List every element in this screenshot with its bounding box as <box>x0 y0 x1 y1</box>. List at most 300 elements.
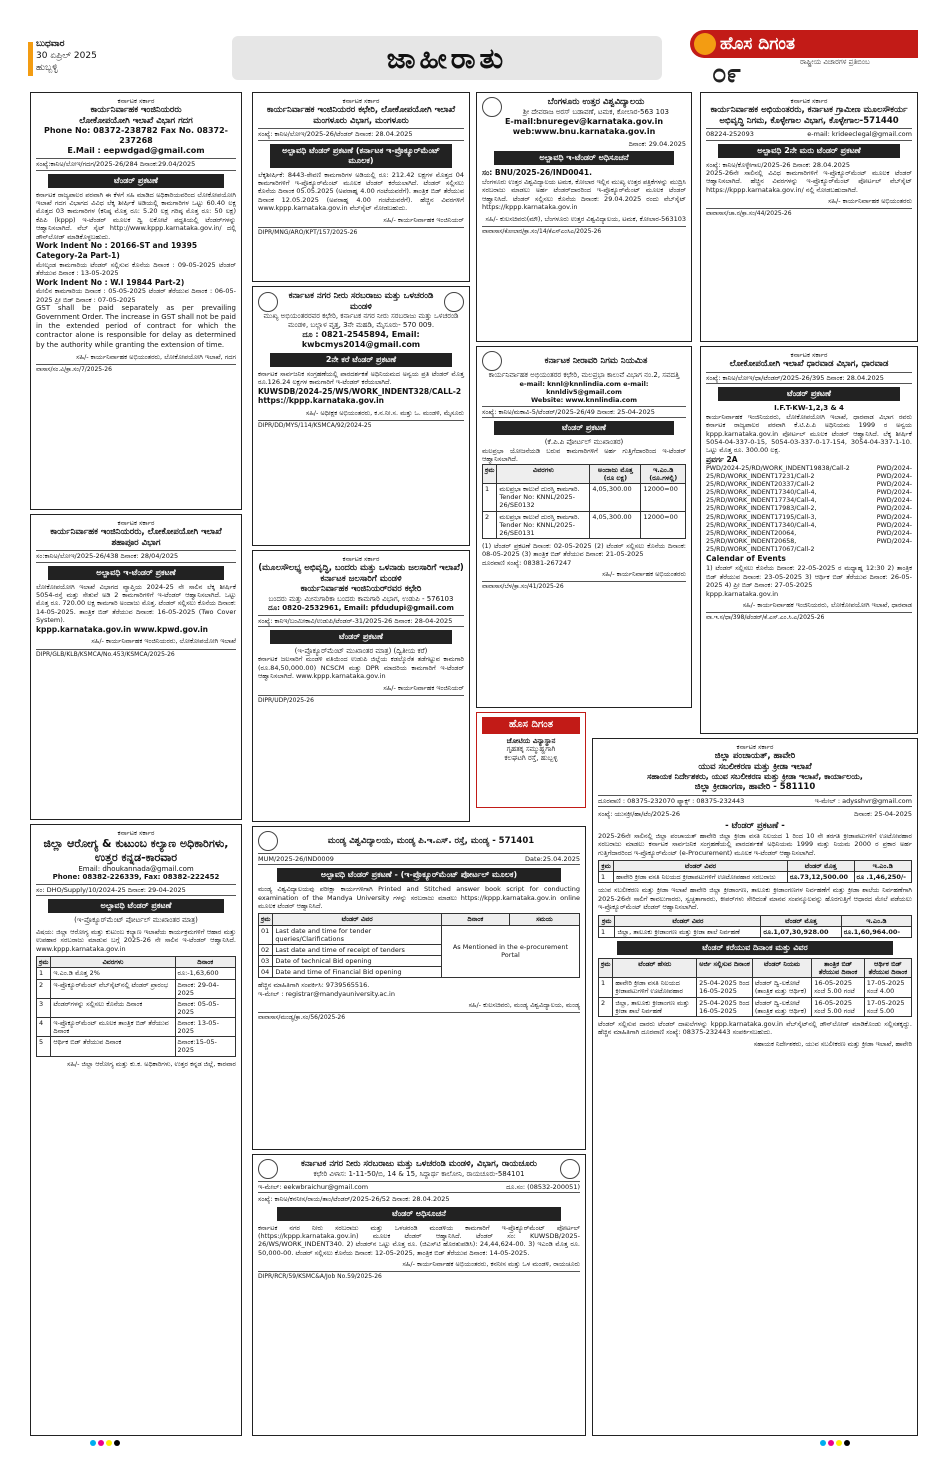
cyan-dot <box>90 1440 96 1446</box>
address: ಬಂದರು ಮತ್ತು ಮೀನುಗಾರಿಕಾ ಬಂದರು ಕಾಮಗಾರಿ ವಿಭಾಗ, ಉಡುಪಿ - 576103 <box>268 595 454 603</box>
tender-table <box>36 956 236 1056</box>
ad-body: ಬೆಂಗಳೂರು ಉತ್ತರ ವಿಶ್ವವಿದ್ಯಾಲಯ ಟಮಕ, ಕೋಲಾರ ಇಲ್ಲಿನ ಮುಖ್ಯ ಉತ್ತರ ಪತ್ರಿಕೆಗಳನ್ನು ಮುದ್ರಿಸಿ ಸರಬರಾಜು ಮಾಡಲು ಅರ್ಹ ಟೆಂಡರ್‌ದಾರರಿಂದ ಇ-ಪ್ರೊಕ್ಯೂರ್‌ಮೆಂಟ್ ಮೂಲಕ ಟೆಂಡರ್ ಆಹ್ವಾನಿಸಿದೆ. ಟೆಂಡರ್ ಸಲ್ಲಿಸಲು ಕೊನೆಯ ದಿನಾಂಕ: 29.04.2025 ರಂದು ವೆಬ್‌ಸೈಟ್ https://kppp.karnataka.gov.in <box>482 177 686 212</box>
tender-table-2 <box>598 915 912 938</box>
signature: ಸಹಿ/- ಕಾರ್ಯನಿರ್ವಾಹಕ ಇಂಜಿನಿಯರ್ <box>383 215 464 224</box>
cell: 03 <box>259 955 273 966</box>
ref-number: ಸಂ: BNU/2025-26/IND0041. <box>482 168 592 178</box>
cell: ಇ-ಪ್ರೊಕ್ಯೂರ್‌ಮೆಂಟ್ ವೆಬ್‌ಸೈಟ್‌ನಲ್ಲಿ ಟೆಂಡರ್ ಪ್ರಾರಂಭ <box>51 979 175 998</box>
signature: ಸಹಿ/- ಕಾರ್ಯನಿರ್ವಾಹಕ ಅಭಿಯಂತರರು, ಕನನೀಸ ಮತ್ತು ಒಳ ಮಂಡಳಿ, ರಾಯಚೂರು <box>402 1260 580 1269</box>
ref-number: ಸಂಖ್ಯೆ: ಕಾನಿಅ/ಕನನೀಸ/ರಾಯ/ತಾಂ/ಟೆಂಡರ್/2025-26/52 ದಿನಾಂಕ: 28.04.2025 <box>258 1195 450 1204</box>
ref-line <box>482 406 686 418</box>
col-header: ಟೆಂಡರ್ ವಿವರ <box>615 915 761 926</box>
ad-body: 2025-26ನೇ ಸಾಲಿನಲ್ಲಿ ಜಿಲ್ಲಾ ಪಂಚಾಯತ್ ಹಾವೇರಿ ಜಿಲ್ಲಾ ಕ್ರೀಡಾ ವಸತಿ ನಿಲಯದ 1 ರಿಂದ 10 ನೇ ತರಗತಿ ಕ್ರೀಡಾಪಟುಗಳಿಗೆ ಊಟೋಪಹಾರ ಸರಬರಾಜು ಮಾಡಲು ಕರ್ನಾಟಕ ಸಾರ್ವಜನಿಕ ಸಂಗ್ರಹಣೆಯಲ್ಲಿ ಪಾರದರ್ಶಕತೆ ಅಧಿನಿಯಮ 1999 ಮತ್ತು ನಿಯಮ 2000 ರ ಪ್ರಕಾರ ಅರ್ಹ ಗುತ್ತಿಗೆದಾರರಿಂದ ಇ-ಪ್ರೊಕ್ಯೂರ್‌ಮೆಂಟ್ (e-Procurement) ಮೂಲಕ ಇ-ಟೆಂಡರ್ ಆಹ್ವಾನಿಸಲಾಗಿದೆ. <box>598 831 912 857</box>
col-header: ದಿನಾಂಕ <box>175 957 235 968</box>
footer-ref: DIPR/GLB/KLB/KSMCA/No.453/KSMCA/2025-26 <box>36 649 236 659</box>
ad-body: ಕರ್ನಾಟಕ ಜಲಸಾರಿಗೆ ಮಂಡಳಿ ವತಿಯಿಂದ ಉಡುಪಿ ಜಿಲ್ಲೆಯ ಕಡಲ್ಕೊರೆತ ತಡೆಗಟ್ಟುವ ಕಾಮಗಾರಿ (ರೂ.84,50,000.00) NCSCM ಮತ್ತು DPR ಮಾದರಿಯ ಕಾಮಗಾರಿಗೆ ಇ-ಟೆಂಡರ್ ಆಹ್ವಾನಿಸಲಾಗಿದೆ. www.kppp.karnataka.gov.in <box>258 655 464 681</box>
cell: 25-04-2025 ರಿಂದ 16-05-2025 <box>697 978 753 997</box>
cell: ರೂ .1,46,250/- <box>854 872 912 883</box>
address: ಮುಖ್ಯ ಅಭಿಯಂತರರವರ ಕಛೇರಿ, ಕರ್ನಾಟಕ ನಗರ ನೀರು ಸರಬರಾಜು ಮತ್ತು ಒಳಚರಂಡಿ ಮಂಡಳಿ, ಬಲ್ಲಾಳ ವೃತ್ತ, 3ನೇ ಮಹಡಿ, ಮೈಸೂರು- 570 009. <box>263 312 459 329</box>
col-header: ಟೆಂಡರ್ ಮೊತ್ತ <box>761 915 841 926</box>
cell: ಜಿಲ್ಲಾ, ತಾಲೂಕು ಕ್ರೀಡಾಂಗಣ ಮತ್ತು ಕ್ರೀಡಾ ಶಾಲೆ ನಿರ್ವಹಣೆ <box>613 997 697 1016</box>
office-name-2: ಯುವ ಸಬಲೀಕರಣ ಮತ್ತು ಕ್ರೀಡಾ ಇಲಾಖೆ <box>698 761 812 772</box>
issue-date: 30 ಏಪ್ರಿಲ್ 2025 <box>36 51 97 62</box>
ad-yes-haveri <box>592 738 918 1436</box>
signature: ಸಹಿ/- ಕಾರ್ಯನಿರ್ವಾಹಕ ಅಭಿಯಂತರರು, ಲೋಕೋಪಯೋಗಿ ಇಲಾಖೆ, ಗದಗ <box>76 352 236 361</box>
ad-title: ಅಲ್ಪಾವಧಿ 2ನೇ ಮರು ಟೆಂಡರ್ ಪ್ರಕಟಣೆ <box>718 144 899 158</box>
ad-title: 2ನೇ ಕರೆ ಟೆಂಡರ್ ಪ್ರಕಟಣೆ <box>270 353 451 367</box>
tender-table <box>258 913 580 978</box>
cell: 16-05-2025 ಸಂಜೆ 5.00 ಗಂಟೆ <box>812 997 865 1016</box>
signature: ಸಹಿ/- ಕಾರ್ಯನಿರ್ವಾಹಕ ಇಂಜಿನಿಯರ್ <box>383 683 464 692</box>
office-name: ಕಾರ್ಯನಿರ್ವಾಹಕ ಇಂಜಿನಿಯರರು, ಲೋಕೋಪಯೋಗಿ ಇಲಾಖೆ ಶಹಾಪೂರ ವಿಭಾಗ <box>50 527 222 548</box>
cell: ಇ.ಎಂ.ಡಿ ಮೊತ್ತ 2% <box>51 968 175 979</box>
contact-line <box>258 1181 580 1193</box>
ad-title: ಅಲ್ಪಾವಧಿ ಟೆಂಡರ್ ಪ್ರಕಟಣೆ (ಕರ್ನಾಟಕ ಇ-ಪ್ರೊಕ್ಯೂರ್‌ಮೆಂಟ್ ಮೂಲಕ) <box>270 144 451 168</box>
cell: ರೂ.1,60,964.00- <box>841 926 911 937</box>
table-header <box>37 957 236 968</box>
ad-title: ಟೆಂಡರ್ ಪ್ರಕಟಣೆ <box>494 421 674 435</box>
cell: 1 <box>483 484 497 511</box>
accent-bar <box>28 42 33 76</box>
ad-kuwsdb-raichur <box>252 1154 586 1436</box>
phone-number: ದೂ.ಸಂ: (08532-200051) <box>506 1183 580 1191</box>
web-line: Website: www.knnlindia.com <box>530 396 638 404</box>
section-banner <box>232 36 662 80</box>
ad-maritime-udupi <box>252 550 470 822</box>
table-row <box>599 872 912 883</box>
table-header <box>599 915 912 926</box>
line-3: ಕಲಘಟಗಿ ರಸ್ತೆ, ಹುಬ್ಬಳ್ಳಿ <box>504 754 558 762</box>
table-row <box>37 998 236 1017</box>
gov-label: ಕರ್ನಾಟಕ ಸರ್ಕಾರ <box>117 519 155 527</box>
cell: 3 <box>37 998 51 1017</box>
black-dot <box>844 1440 850 1446</box>
col-header: ಕ್ರಮ <box>599 915 615 926</box>
signature: ಸಹಿ/- ಜಿಲ್ಲಾ ಆರೋಗ್ಯ ಮತ್ತು ಕು.ಕ. ಅಧಿಕಾರಿಗಳು, ಉತ್ತರ ಕನ್ನಡ ಜಿಲ್ಲೆ, ಕಾರವಾರ <box>67 1059 236 1068</box>
ref-line <box>706 372 912 384</box>
ad-title: ಟೆಂಡರ್ ಪ್ರಕಟಣೆ <box>270 630 451 644</box>
footer-ref: DIPR/MNG/ARO/KPT/157/2025-26 <box>258 227 464 237</box>
office-name: ಕಾರ್ಯನಿರ್ವಾಹಕ ಅಭಿಯಂತರರು, ಕರ್ನಾಟಕ ಗ್ರಾಮೀಣ ಮೂಲಸೌಕರ್ಯ ಅಭಿವೃದ್ಧಿ ನಿಗಮ, ಕೊಳ್ಳೇಗಾಲ ವಿಭಾಗ, ಕೊಳ್ಳೇಗಾಲ-571440 <box>710 105 908 126</box>
table-row <box>37 968 236 979</box>
mini-logo: ಹೊಸ ದಿಗಂತ <box>482 717 580 734</box>
phone-line: ದೂರವಾಣಿ ಸಂಖ್ಯೆ: 08381-267247 <box>482 558 572 567</box>
ad-date: Date:25.04.2025 <box>525 855 580 863</box>
table-header <box>259 914 580 925</box>
cell: Date of technical Bid opening <box>273 955 442 966</box>
work-indent-2: Work Indent No : W.I 19844 Part-2) <box>36 277 185 287</box>
col-header: ಕ್ರಮ <box>259 914 273 925</box>
yellow-dot <box>106 1440 112 1446</box>
cell: 17-05-2025 ಸಂಜೆ 4.00 <box>864 978 911 997</box>
signature: ಸಹಿ/- ಕಾರ್ಯನಿರ್ವಾಹಕ ಇಂಜಿನಿಯರರು, ಲೋಕೋಪಯೋಗಿ ಇಲಾಖೆ, ಧಾರವಾಡ <box>742 600 912 609</box>
gov-label: ಕರ್ನಾಟಕ ಸರ್ಕಾರ <box>342 555 380 563</box>
office-name: ಬೆಂಗಳೂರು ಉತ್ತರ ವಿಶ್ವವಿದ್ಯಾಲಯ <box>547 97 645 108</box>
footer-ref: DIPR/UDP/2025-26 <box>258 695 464 705</box>
ref-number: ಸಂಖ್ಯೆ: ಯುಸಕ್ರೀ/ಹಾ/ಟೆಂ/2025-26 <box>598 810 681 819</box>
contact-line: ಹೆಚ್ಚಿನ ಮಾಹಿತಿಗಾಗಿ ಸಂಪರ್ಕಿಸಿ: 9739565516. <box>258 981 370 990</box>
ad-title: ಅಲ್ಪಾವಧಿ ಟೆಂಡರ್ ಪ್ರಕಟಣೆ <box>48 899 224 913</box>
gst-note: GST shall be paid separately as per prevailing Government Order. The increase in GST shall not be paid in the extended period of contract for which the contractor alone is responsible for delay as determined by the authority while granting the extension of time. <box>36 304 236 349</box>
table-row <box>483 511 686 538</box>
office-division: ಲೋಕೋಪಯೋಗಿ ಇಲಾಖೆ ವಿಭಾಗ ಗದಗ <box>79 115 193 126</box>
col-header: ಕ್ರಮ <box>37 957 51 968</box>
email-line: E.Mail : eepwdgad@gmail.com <box>67 146 205 156</box>
col-header: ಕ್ರಮ <box>599 861 614 872</box>
footer-ref: ವಾವಾಸಾಸ/ಬೆಳ/ಕ್ರಾ.ಸಂ/41/2025-26 <box>482 581 686 591</box>
category: ಪ್ರವರ್ಗ 2A <box>706 454 738 464</box>
table-header <box>599 959 912 978</box>
ad-hosa-digantha-classified <box>476 712 586 808</box>
col-header: ಟೆಂಡರ್ ಮೊತ್ತ <box>787 861 854 872</box>
masthead <box>0 0 945 90</box>
ad-subtitle: I.F.T-KW-1,2,3 & 4 <box>774 403 844 412</box>
office-name: ಕಾರ್ಯನಿರ್ವಾಹಕ ಇಂಜಿನಿಯರರು <box>90 105 182 116</box>
ad-subtitle: (ಇ-ಪ್ರೊಕ್ಯೂರ್‌ಮೆಂಟ್ ಪೋರ್ಟಲ್ ಮುಖಾಂತರ ಮಾತ್ರ) <box>74 916 198 925</box>
line-2: ಗೃಹತಕ್ಕ ಸಮ್ಮುಹ್ಹಗಾಗಿ <box>506 745 556 754</box>
ref-line <box>258 615 464 627</box>
ad-title: ಟೆಂಡರ್ ಅಧಿಸೂಚನೆ <box>277 1207 560 1221</box>
ad-mandya-university <box>252 826 586 1150</box>
col-header: ವಿವರಗಳು <box>51 957 175 968</box>
ad-date: ದಿನಾಂಕ: 29.04.2025 <box>628 140 686 148</box>
work-indent: KUWSDB/2024-25/WS/WORK_INDENT328/CALL-2 <box>258 386 462 396</box>
ad-body: ವಿಷಯ: ಜಿಲ್ಲಾ ಆರೋಗ್ಯ ಮತ್ತು ಕುಟುಂಬ ಕಲ್ಯಾಣ ಇಲಾಖೆಯ ಕಾರ್ಯಕ್ರಮಗಳಿಗೆ ಆಹಾರ ಮತ್ತು ಉಪಹಾರ ಸರಬರಾಜು ಮಾಡುವ ಬಗ್ಗೆ 2025-26 ನೇ ಸಾಲಿನ ಇ-ಟೆಂಡರ್ ಆಹ್ವಾನಿಸಿದೆ. www.kppp.karnataka.gov.in <box>36 928 236 953</box>
signature: ಸಹಿ/- ಕುಲಸಚಿವರು, ಮಂಡ್ಯ ವಿಶ್ವವಿದ್ಯಾಲಯ, ಮಂಡ್ಯ <box>468 1001 580 1010</box>
address: ಕಾರ್ಯನಿರ್ವಾಹಕ ಅಭಿಯಂತರರ ಕಛೇರಿ, ಮಲಪ್ರಭಾ ಕಾಲುವೆ ವಿಭಾಗ ನಂ.2, ಸವದತ್ತಿ <box>488 371 680 379</box>
col-header: ಟೆಂಡರ್ ಹೆಸರು <box>613 959 697 978</box>
gov-label: ಕರ್ನಾಟಕ ಸರ್ಕಾರ <box>117 829 155 837</box>
col-header: ಅಂದಾಜು ಮೊತ್ತ (ರೂ ಲಕ್ಷ) <box>590 464 641 483</box>
email-line: Email: dhoukannada@gmail.com <box>78 864 194 873</box>
footer-ref: ವಾವಾಸಾಸ/ಕೋಲಾರ/ಕ್ರಾ.ಸಂ/14/ಕೆಎಸ್‌ಎಂಸಿಎ/2025-26 <box>482 226 686 236</box>
cell-merged: As Mentioned in the e-procurement Portal <box>441 925 579 978</box>
footer-ref: ವಾವಾಸಾಸ/ಚಾ.ನ/ಕ್ರಾ.ಸಂ/44/2025-26 <box>706 208 912 218</box>
knnl-logo-icon <box>482 351 502 371</box>
ad-body: ಮಲಪ್ರಭಾ ಯೋಜನೆಯಡಿ ಬರುವ ಕಾಮಗಾರಿಗಳಿಗೆ ಅರ್ಹ ಗುತ್ತಿಗೆದಾರರಿಂದ ಇ-ಟೆಂಡರ್ ಆಹ್ವಾನಿಸಲಾಗಿದೆ. <box>482 447 686 464</box>
tender-table <box>482 464 686 539</box>
ad-pwd-shahapur <box>30 514 242 820</box>
header-text <box>506 97 686 116</box>
cell: 12000=00 <box>641 511 686 538</box>
university-seal-icon <box>482 97 502 117</box>
cell: 17-05-2025 ಸಂಜೆ 5.00 <box>864 997 911 1016</box>
col-header: ಇ.ಎಂ.ಡಿ <box>841 915 911 926</box>
cell: ಟೆಂಡರ್ ದ್ವಿ-ಲಕೋಟೆ (ತಾಂತ್ರಿಕ ಮತ್ತು ಆರ್ಥಿಕ) <box>752 997 811 1016</box>
signature: ಸಹಿ/- ಕುಲಸಚಿವರು(ಮೌ), ಬೆಂಗಳೂರು ಉತ್ತರ ವಿಶ್ವವಿದ್ಯಾಲಯ, ಟಮಕ, ಕೋಲಾರ-563103 <box>485 214 686 223</box>
cell: Last date and time of receipt of tenders <box>273 944 442 955</box>
university-seal-icon <box>258 831 278 851</box>
ad-header <box>482 97 686 117</box>
ad-body: ಲೆಕ್ಕಶೀರ್ಷಿಕೆ: 8443-ಠೇವಣಿ ಕಾಮಗಾರಿಗಳ ಅಡಿಯಲ್ಲಿ ರೂ: 212.42 ಲಕ್ಷಗಳ ಮೊತ್ತದ 04 ಕಾಮಗಾರಿಗಳಿಗೆ ಇ-ಪ್ರೊಕ್ಯೂರ್‌ಮೆಂಟ್ ಮೂಲಕ ಟೆಂಡರ್ ಕರೆಯಲಾಗಿದೆ. ಟೆಂಡರ್ ಸಲ್ಲಿಸಲು ಕೊನೆಯ ದಿನಾಂಕ 05.05.2025 (ಅಪರಾಹ್ನ 4.00 ಗಂಟೆಯವರೆಗೆ). ತಾಂತ್ರಿಕ ಬಿಡ್ ತೆರೆಯುವ ದಿನಾಂಕ 12.05.2025 (ಅಪರಾಹ್ನ 4.00 ಗಂಟೆಯವರೆಗೆ). ಹೆಚ್ಚಿನ ವಿವರಗಳಿಗೆ www.kppp.karnataka.gov.in ವೆಬ್‌ಸೈಟ್ ನೋಡಬಹುದು. <box>258 170 464 213</box>
address: ಕಛೇರಿ ವಿಳಾಸ: 1-11-50/ಬಿ, 14 & 15, ಸಿದ್ದಾರ್ಥ ಕಾಲೋನಿ, ರಾಯಚೂರು-584101 <box>313 1169 525 1178</box>
gov-label: ಕರ್ನಾಟಕ ಸರ್ಕಾರ <box>790 351 828 359</box>
col-header: ಟೆಂಡರ್ ನಿಯಮ <box>752 959 811 978</box>
logo-sun-icon <box>694 33 716 55</box>
gov-label: ಕರ್ನಾಟಕ ಸರ್ಕಾರ <box>117 97 155 105</box>
signature: ಸಹಿ/- ಅಧೀಕ್ಷಕ ಅಭಿಯಂತರರು, ಕ.ನ.ನೀ.ಸ. ಮತ್ತು ಒ. ಮಂಡಳಿ, ಮೈಸೂರು <box>305 409 464 418</box>
ad-body-3: ಟೆಂಡರ್ ಸಲ್ಲಿಸುವ ದಾರರು ಟೆಂಡರ್ ದಾಖಲೆಗಳನ್ನು kppp.karnataka.gov.in ವೆಬ್‌ಸೈಟ್‌ನಲ್ಲಿ ಡೌನ್‌ಲೋಡ್ ಮಾಡಿಕೊಂಡು ಸಲ್ಲಿಸತಕ್ಕದ್ದು. ಹೆಚ್ಚಿನ ಮಾಹಿತಿಗಾಗಿ ದೂರವಾಣಿ ಸಂಖ್ಯೆ: 08375-232443 ಸಂಪರ್ಕಿಸಬಹುದು. <box>598 1019 912 1037</box>
address: ಜಿಲ್ಲಾ ಕ್ರೀಡಾಂಗಣ, ಹಾವೇರಿ - 581110 <box>694 782 816 793</box>
col-header: ವಿವರಗಳು <box>497 464 590 483</box>
portal-url: kppp.karnataka.gov.in www.kpwd.gov.in <box>36 624 209 634</box>
contact-line <box>706 128 912 140</box>
cell: 2 <box>599 997 613 1016</box>
ad-pwd-mangaluru <box>252 92 470 282</box>
paper-name: ಹೊಸ ದಿಗಂತ <box>690 30 918 58</box>
ad-body-3: ಮೇಲಿನ ಕಾಮಗಾರಿಯ ದಿನಾಂಕ : 05-05-2025 ಟೆಂಡರ್ ತೆರೆಯುವ ದಿನಾಂಕ : 06-05-2025 ಪ್ರೀ ಬಿಡ್ ದಿನಾಂಕ : 07-05-2025 <box>36 287 236 304</box>
email-address: ಇ-ಮೇಲ್ : adysshvr@gmail.com <box>814 797 912 805</box>
col-header: ಆರ್ಥಿಕ ಬಿಡ್ ತೆರೆಯುವ ದಿನಾಂಕ <box>864 959 911 978</box>
calendar-dates: (1) ಟೆಂಡರ್ ಪ್ರಕಟಣೆ ದಿನಾಂಕ: 02-05-2025 (2) ಟೆಂಡರ್ ಸಲ್ಲಿಸಲು ಕೊನೆಯ ದಿನಾಂಕ: 08-05-2025 (3) ತಾಂತ್ರಿಕ ಬಿಡ್ ತೆರೆಯುವ ದಿನಾಂಕ: 21-05-2025 <box>482 541 686 559</box>
cell: 2 <box>483 511 497 538</box>
registration-marks-left <box>90 1440 120 1446</box>
col-header: ಇ.ಎಂ.ಡಿ (ರೂ.ಗಳಲ್ಲಿ) <box>641 464 686 483</box>
board-logo-icon <box>444 292 464 312</box>
ad-bnu <box>476 92 692 342</box>
ref-number: ಸಂ:ಕಾನಿಅ/ಲೋಇ/2025-26/438 ದಿನಾಂಕ: 28/04/2025 <box>36 552 179 561</box>
weekday: ಬುಧವಾರ <box>36 39 65 49</box>
footer-ref: ವಾ.ಇ.ಸ/ಧಾ/398/ಟೆಂಡರ್/ಕೆ.ಎಸ್.ಎಂ.ಸಿ.ಎ/2025-26 <box>706 612 912 622</box>
col-header: ಅರ್ಜಿ ಸಲ್ಲಿಸುವ ದಿನಾಂಕ <box>697 959 753 978</box>
ad-header <box>258 831 580 851</box>
ref-line <box>258 853 580 865</box>
ref-number: ಸಂಖ್ಯೆ:ಕಾನಿಅ/ಲೋಇ/ಗದಗ/2025-26/284 ದಿನಾಂಕ:29.04/2025 <box>36 160 196 169</box>
emblem-icon <box>258 292 278 312</box>
email-address: e-mail: krideeclegal@gmail.com <box>807 130 912 139</box>
table-row <box>599 997 912 1016</box>
calendar-events: 1) ಟೆಂಡರ್ ಸಲ್ಲಿಸಲು ಕೊನೆಯ ದಿನಾಂಕ: 22-05-2025 ರ ಮಧ್ಯಾಹ್ನ 12:30 2) ತಾಂತ್ರಿಕ ಬಿಡ್ ತೆರೆಯುವ ದಿನಾಂಕ: 23-05-2025 3) ಆರ್ಥಿಕ ಬಿಡ್ ತೆರೆಯುವ ದಿನಾಂಕ: 26-05-2025 4) ಪ್ರೀ ಬಿಡ್ ದಿನಾಂಕ: 27-05-2025 <box>706 564 912 590</box>
cell: ಜಿಲ್ಲಾ, ತಾಲೂಕು ಕ್ರೀಡಾಂಗಣ ಮತ್ತು ಕ್ರೀಡಾ ಶಾಲೆ ನಿರ್ವಹಣೆ <box>615 926 761 937</box>
ad-title: ಅಲ್ಪಾವಧಿ ಇ-ಟೆಂಡರ್ ಪ್ರಕಟಣೆ <box>48 566 224 580</box>
board-logo-icon <box>560 1159 580 1179</box>
signature: ಸಹಾಯಕ ನಿರ್ದೇಶಕರು, ಯುವ ಸಬಲೀಕರಣ ಮತ್ತು ಕ್ರೀಡಾ ಇಲಾಖೆ, ಹಾವೇರಿ <box>753 1039 912 1048</box>
ref-number: ಸಂಖ್ಯೆ: ಕಾನಿಅ/ಲೋಇ/2025-26/ಟೆಂಡರ್ ದಿನಾಂಕ: 28.04.2025 <box>258 130 413 139</box>
ad-title: ಟೆಂಡರ್ ಪ್ರಕಟಣೆ <box>48 174 224 188</box>
cell: 12000=00 <box>641 484 686 511</box>
table-row <box>37 1018 236 1037</box>
ad-title: - ಟೆಂಡರ್ ಪ್ರಕಟಣೆ - <box>725 821 785 832</box>
ref-line <box>598 809 912 819</box>
address: ಶ್ರೀ ದೇವರಾಜ ಅರಸ್ ಬಡಾವಣೆ, ಟಮಕ, ಕೋಲಾರ-563 103 <box>523 107 669 116</box>
ref-number: ಸಂಖ್ಯೆ: ಕಾನಿಇ/ಬಂಮೀಕಾವಿ/ಉಡುಪಿ/ಟೆಂಡರ್-31/2025-26 ದಿನಾಂಕ: 28-04-2025 <box>258 616 453 625</box>
ad-body: 2025-26ನೇ ಸಾಲಿನಲ್ಲಿ ವಿವಿಧ ಕಾಮಗಾರಿಗಳಿಗೆ ಇ-ಪ್ರೊಕ್ಯೂರ್‌ಮೆಂಟ್ ಮೂಲಕ ಟೆಂಡರ್ ಆಹ್ವಾನಿಸಲಾಗಿದೆ. ಹೆಚ್ಚಿನ ವಿವರಗಳನ್ನು ಇ-ಪ್ರೊಕ್ಯೂರ್‌ಮೆಂಟ್ ಪೋರ್ಟಲ್ ವೆಬ್‌ಸೈಟ್ https://kppp.karnataka.gov.in/ ನಲ್ಲಿ ನೋಡಬಹುದಾಗಿದೆ. <box>706 168 912 194</box>
phone-number: ದೂರವಾಣಿ : 08375-232070 ಫ್ಯಾಕ್ಸ್ : 08375-232443 <box>598 797 745 805</box>
cell: ರೂ.73,12,500.00 <box>787 872 854 883</box>
email-line: E-mail:bnuregev@karnataka.gov.in <box>504 117 664 126</box>
cell: ಮಲಪ್ರಭಾ ಕಾಲುವೆ ದುರಸ್ತಿ ಕಾಮಗಾರಿ. Tender No: KNNL/2025-26/SE0132 <box>497 484 590 511</box>
office-name: ಕರ್ನಾಟಕ ನೀರಾವರಿ ನಿಗಮ ನಿಯಮಿತ <box>544 355 648 366</box>
cell: 16-05-2025 ಸಂಜೆ 5.00 ಗಂಟೆ <box>812 978 865 997</box>
ref-number: ಸಂಖ್ಯೆ: ಕಾನಿಅ/ಲೋಇ/ಧಾ/ಟೆಂಡರ್/2025-26/395 ದಿನಾಂಕ: 28.04.2025 <box>706 373 884 382</box>
phone-email: ದೂ : 0821-2545894, Email: kwbcmys2014@gmail.com <box>301 329 421 349</box>
office-name: ಕಾರ್ಯನಿರ್ವಾಹಕ ಇಂಜಿನಿಯರರ ಕಛೇರಿ, ಲೋಕೋಪಯೋಗಿ ಇಲಾಖೆ ಮಂಗಳೂರು ವಿಭಾಗ, ಮಂಗಳೂರು <box>266 105 456 126</box>
magenta-dot <box>828 1440 834 1446</box>
ad-knnl <box>476 346 692 708</box>
cell: 01 <box>259 925 273 944</box>
work-indent-1: Work Indent No : 20166-ST and 19395 Category-2a Part-1) <box>36 241 198 260</box>
ad-pwd-dharwad <box>700 346 918 734</box>
ad-kride-kollegal <box>700 92 918 342</box>
phone-line: Phone: 08382-226339, Fax: 08382-222452 <box>52 873 220 882</box>
date-box <box>36 38 186 74</box>
ad-header <box>258 1159 580 1179</box>
ad-body: ಕರ್ನಾಟಕ ಸಾರ್ವಜನಿಕ ಸಂಗ್ರಹಣೆಯಲ್ಲಿ ಪಾರದರ್ಶಕತೆ ಅಧಿನಿಯಮದ ಅನ್ವಯ ಪ್ರತಿ ಟೆಂಡರ್ ಮೊತ್ತ ರೂ.126.24 ಲಕ್ಷಗಳ ಕಾಮಗಾರಿಗೆ ಇ-ಟೆಂಡರ್ ಕರೆಯಲಾಗಿದೆ. <box>258 369 464 387</box>
ad-title: ಅಲ್ಪಾವಧಿ ಇ-ಟೆಂಡರ್ ಅಧಿಸೂಚನೆ <box>494 151 674 165</box>
ad-subtitle: (ಇ-ಪ್ರೊಕ್ಯೂರ್‌ಮೆಂಟ್ ಮುಖಾಂತರ ಮಾತ್ರ) (ದ್ವಿತೀಯ ಕರೆ) <box>294 646 428 655</box>
cell: 1 <box>37 968 51 979</box>
ref-line <box>258 128 464 140</box>
cell: ದಿನಾಂಕ:15-05-2025 <box>175 1037 235 1056</box>
phone-number: 08224-252093 <box>706 130 754 139</box>
cell: ಹಾವೇರಿ ಕ್ರೀಡಾ ವಸತಿ ನಿಲಯದ ಕ್ರೀಡಾಪಟುಗಳಿಗೆ ಊಟೋಪಹಾರ ಸರಬರಾಜು <box>614 872 788 883</box>
signature: ಸಹಿ/- ಕಾರ್ಯನಿರ್ವಾಹಕ ಅಭಿಯಂತರರು <box>602 570 686 579</box>
col-header: ತಾಂತ್ರಿಕ ಬಿಡ್ ತೆರೆಯುವ ದಿನಾಂಕ <box>812 959 865 978</box>
table-row <box>599 926 912 937</box>
ad-date: ದಿನಾಂಕ: 25-04-2025 <box>854 810 912 819</box>
ref-number: MUM/2025-26/IND0009 <box>258 855 334 863</box>
cell: 5 <box>37 1037 51 1056</box>
signature: ಸಹಿ/- ಕಾರ್ಯನಿರ್ವಾಹಕ ಅಭಿಯಂತರರು <box>828 197 912 206</box>
section-title: ಜಾಹೀರಾತು <box>386 41 508 75</box>
cell: 4,05,300.00 <box>590 484 641 511</box>
table-header <box>483 464 686 483</box>
cell: ದಿನಾಂಕ: 05-05-2025 <box>175 998 235 1017</box>
table-row <box>37 979 236 998</box>
ad-dho-karwar <box>30 824 242 1436</box>
cell: 1 <box>599 978 613 997</box>
ad-body: ಲೋಕೋಪಯೋಗಿ ಇಲಾಖೆ ವಿಭಾಗದ ವ್ಯಾಪ್ತಿಯ 2024-25 ನೇ ಸಾಲಿನ ಲೆಕ್ಕ ಶೀರ್ಷಿಕೆ 5054-ರಸ್ತೆ ಮತ್ತು ಸೇತುವೆ ಅಡಿ 2 ಕಾಮಗಾರಿಗಳಿಗೆ ಇ-ಟೆಂಡರ್ ಆಹ್ವಾನಿಸಲಾಗಿದೆ. ಒಟ್ಟು ಮೊತ್ತ ರೂ. 720.00 ಲಕ್ಷ ಕಾಮಗಾರಿ ಅಂದಾಜು ಮೊತ್ತ. ಟೆಂಡರ್ ಸಲ್ಲಿಸಲು ಕೊನೆಯ ದಿನಾಂಕ: 14-05-2025. ತಾಂತ್ರಿಕ ಬಿಡ್ ತೆರೆಯುವ ದಿನಾಂಕ: 16-05-2025 (Two Cover System). <box>36 582 236 625</box>
gov-label: ಕರ್ನಾಟಕ ಸರ್ಕಾರ <box>736 743 774 751</box>
ref-line <box>36 884 236 896</box>
col-header: ಕ್ರಮ <box>599 959 613 978</box>
email-line: ಇ-ಮೇಲ್ : registrar@mandyauniversity.ac.in <box>258 989 395 998</box>
cell: ದಿನಾಂಕ: 13-05-2025 <box>175 1018 235 1037</box>
ref-number: ಸಂ: DHO/Supply/10/2024-25 ದಿನಾಂಕ: 29-04-2025 <box>36 886 186 895</box>
cell: ಆರ್ಥಿಕ ಬಿಡ್ ತೆರೆಯುವ ದಿನಾಂಕ <box>51 1037 175 1056</box>
table-row <box>483 484 686 511</box>
office-name: ಜಿಲ್ಲಾ ಪಂಚಾಯತ್, ಹಾವೇರಿ <box>714 751 796 762</box>
ad-body: ಮಂಡ್ಯ ವಿಶ್ವವಿದ್ಯಾಲಯವು ಪರೀಕ್ಷಾ ಕಾರ್ಯಗಳಿಗಾಗಿ Printed and Stitched answer book script for conducting examination of the Mandya University ಗಳನ್ನು ಸರಬರಾಜು ಮಾಡಲು https://kppp.karnataka.gov.in online ಮೂಲಕ ಟೆಂಡರ್ ಆಹ್ವಾನಿಸಿದೆ. <box>258 885 580 910</box>
cell: 1 <box>599 926 615 937</box>
cell: Last date and time for tender queries/Clarifications <box>273 925 442 944</box>
cell: ಇ-ಪ್ರೊಕ್ಯೂರ್‌ಮೆಂಟ್ ಮೂಲಕ ತಾಂತ್ರಿಕ ಬಿಡ್ ತೆರೆಯುವ ದಿನಾಂಕ <box>51 1018 175 1037</box>
tender-table-1 <box>598 860 912 883</box>
ad-body: ಕಾರ್ಯನಿರ್ವಾಹಕ ಇಂಜಿನಿಯರರು, ಲೋಕೋಪಯೋಗಿ ಇಲಾಖೆ, ಧಾರವಾಡ ವಿಭಾಗ ರವರು ಕರ್ನಾಟಕ ರಾಜ್ಯಪಾಲರ ಪರವಾಗಿ ಕೆ.ಟಿ.ಪಿ.ಪಿ ಅಧಿನಿಯಮ 1999 ರ ಅನ್ವಯ kppp.karnataka.gov.in ಪೋರ್ಟಲ್ ಮೂಲಕ ಟೆಂಡರ್ ಆಹ್ವಾನಿಸಿದೆ. ಲೆಕ್ಕ ಶೀರ್ಷಿಕೆ 5054-04-337-0-15, 5054-03-337-0-17-154, 3054-04-337-1-10. ಒಟ್ಟು ಮೊತ್ತ ರೂ. 300.00 ಲಕ್ಷ. <box>706 412 912 455</box>
signature: ಸಹಿ/- ಕಾರ್ಯನಿರ್ವಾಹಕ ಇಂಜಿನಿಯರರು, ಲೋಕೋಪಯೋಗಿ ಇಲಾಖೆ <box>91 637 236 646</box>
ad-title: ಟೆಂಡರ್ ಪ್ರಕಟಣೆ <box>718 387 899 401</box>
cell: ದಿನಾಂಕ: 29-04-2025 <box>175 979 235 998</box>
phone-email: ದೂ: 0820-2532961, Email: pfdudupi@gmail.com <box>268 603 454 612</box>
line-1: ಚೋಟಿಯ ವಿನ್ಯಾಸ್ಥಾನ <box>506 736 556 745</box>
cell: Date and time of Financial Bid opening <box>273 967 442 978</box>
cell: 4,05,300.00 <box>590 511 641 538</box>
ad-header <box>482 351 686 371</box>
cell: 25-04-2025 ರಿಂದ 16-05-2025 <box>697 997 753 1016</box>
ad-body: ಕರ್ನಾಟಕ ರಾಜ್ಯಪಾಲರ ಪರವಾಗಿ ಈ ಕೆಳಗೆ ಸಹಿ ಮಾಡಿದ ಅಧಿಕಾರಿಯವರಿಂದ ಲೋಕೋಪಯೋಗಿ ಇಲಾಖೆ ಗದಗ ವಿಭಾಗದ ವಿವಿಧ ಲೆಕ್ಕ ಶೀರ್ಷಿಕೆ ಅಡಿಯಲ್ಲಿ ಕಾಮಗಾರಿಗಳ ಒಟ್ಟು 60.40 ಲಕ್ಷ ಮೊತ್ತದ 03 ಕಾಮಗಾರಿಗಳ (ಕನಿಷ್ಠ ಮೊತ್ತ ರೂ: 5.20 ಲಕ್ಷ ಗರಿಷ್ಠ ಮೊತ್ತ ರೂ: 50 ಲಕ್ಷ) ಕೆಪಿಪಿ (kppp) ಇ-ಟೆಂಡರ್ ಮೂಲಕ ದ್ವಿ ಲಕೋಟೆ ಪದ್ಧತಿಯಲ್ಲಿ ಟೆಂಡರ್‌ಗಳನ್ನು ಆಹ್ವಾನಿಸಲಾಗಿದೆ. ವೆಬ್ ಸೈಟ್ http://www.kppp.karnataka.gov.in/ ದಲ್ಲಿ ಡೌನ್‌ಲೋಡ್ ಮಾಡಿಕೊಳ್ಳಬಹುದು. <box>36 190 236 241</box>
office-name: ಕರ್ನಾಟಕ ನಗರ ನೀರು ಸರಬರಾಜು ಮತ್ತು ಒಳಚರಂಡಿ ಮಂಡಳಿ <box>288 291 434 312</box>
cell: 1 <box>599 872 614 883</box>
portal-url: kppp.karnataka.gov.in <box>706 589 779 598</box>
registration-marks-right <box>820 1440 850 1446</box>
footer-ref: ವಾವಾಸಾಸ/ಮಂಡ್ಯ/ಕ್ರಾ.ಸಂ/56/2025-26 <box>258 1012 580 1022</box>
ref-line <box>36 550 236 562</box>
page-number: ೦೯ <box>712 59 742 89</box>
contact-line <box>598 795 912 807</box>
office-name: ಕರ್ನಾಟಕ ನಗರ ನೀರು ಸರಬರಾಜು ಮತ್ತು ಒಳಚರಂಡಿ ಮಂಡಳಿ, ವಿಭಾಗ, ರಾಯಚೂರು <box>301 1159 537 1170</box>
office-name-3: ಸಹಾಯಕ ನಿರ್ದೇಶಕರು, ಯುವ ಸಬಲೀಕರಣ ಮತ್ತು ಕ್ರೀಡಾ ಇಲಾಖೆ, ಕಾರ್ಯಾಲಯ, <box>647 772 863 782</box>
table-row <box>259 925 580 944</box>
work-indents: PWD/2024-25/RD/WORK_INDENT19838/Call-2 PWD/2024-25/RD/WORK_INDENT17231/Call-2 PWD/2024-25/RD/WORK_INDENT20337/Call-2 PWD/2024-25/RD/WORK_INDENT17340/Call-4, PWD/2024-25/RD/WORK_INDENT17734/Call-4, PWD/2024-25/RD/WORK_INDENT17983/Call-2, PWD/2024-25/RD/WORK_INDENT17195/Call-3, PWD/2024-25/RD/WORK_INDENT17340/Call-4, PWD/2024-25/RD/WORK_INDENT20064, PWD/2024-25/RD/WORK_INDENT20658, PWD/2024-25/RD/WORK_INDENT17067/Call-2 <box>706 464 912 554</box>
cell: ಹಾವೇರಿ ಕ್ರೀಡಾ ವಸತಿ ನಿಲಯದ ಕ್ರೀಡಾಪಟುಗಳಿಗೆ ಊಟೋಪಹಾರ <box>613 978 697 997</box>
yellow-dot <box>836 1440 842 1446</box>
office-name: (ಮೂಲಸೌಲಭ್ಯ ಅಭಿವೃದ್ಧಿ, ಬಂದರು ಮತ್ತು ಒಳನಾಡು ಜಲಸಾರಿಗೆ ಇಲಾಖೆ) ಕರ್ನಾಟಕ ಜಲಸಾರಿಗೆ ಮಂಡಳಿ <box>258 563 464 584</box>
calendar-table <box>598 958 912 1017</box>
ad-header <box>258 291 464 312</box>
office-name: ಮಂಡ್ಯ ವಿಶ್ವವಿದ್ಯಾಲಯ, ಮಂಡ್ಯ ಪಿ.ಇ.ಎಸ್. ರಸ್ತೆ, ಮಂಡ್ಯ - 571401 <box>327 835 535 846</box>
emblem-icon <box>258 1159 278 1179</box>
table-row <box>37 1037 236 1056</box>
ad-pwd-gadag <box>30 92 242 510</box>
cell: 2 <box>37 979 51 998</box>
cell: 4 <box>37 1018 51 1037</box>
cell: ಮಲಪ್ರಭಾ ಕಾಲುವೆ ದುರಸ್ತಿ ಕಾಮಗಾರಿ. Tender No: KNNL/2025-26/SE0131 <box>497 511 590 538</box>
header-text <box>282 1159 556 1178</box>
paper-tagline: ರಾಷ್ಟ್ರೀಯ ವಿಚಾರಗಳ ಪ್ರತಿಬಿಂಬ <box>800 58 870 66</box>
footer-ref: DIPR/DD/MYS/114/KSMCA/92/2024-25 <box>258 420 464 430</box>
cell: 02 <box>259 944 273 955</box>
office-name: ಜಿಲ್ಲಾ ಆರೋಗ್ಯ & ಕುಟುಂಬ ಕಲ್ಯಾಣ ಅಧಿಕಾರಿಗಳು, ಉತ್ತರ ಕನ್ನಡ-ಕಾರವಾರ <box>43 837 229 864</box>
col-header: ಕ್ರಮ <box>483 464 497 483</box>
office-name-2: ಕಾರ್ಯನಿರ್ವಾಹಕ ಇಂಜಿನಿಯರ್‌ರವರ ಕಛೇರಿ <box>300 584 422 595</box>
ad-title: ಅಲ್ಪಾವಧಿ ಟೆಂಡರ್ ಪ್ರಕಟಣೆ - (ಇ-ಪ್ರೊಕ್ಯೂರ್‌ಮೆಂಟ್ ಪೋರ್ಟಲ್ ಮೂಲಕ) <box>277 868 560 882</box>
cyan-dot <box>820 1440 826 1446</box>
magenta-dot <box>98 1440 104 1446</box>
gov-label: ಕರ್ನಾಟಕ ಸರ್ಕಾರ <box>342 97 380 105</box>
footer-ref: ವಾಸಾಸ/ಸಂ.ವಿ/ಕ್ರಾ.ಸಂ/7/2025-26 <box>36 364 236 374</box>
table-row <box>599 978 912 997</box>
cell: 04 <box>259 967 273 978</box>
ad-subtitle: (ಕೆ.ಪಿ.ಪಿ ಪೋರ್ಟಲ್ ಮುಖಾಂತರ) <box>544 438 624 447</box>
col-header: ಸಮಯ <box>509 914 579 925</box>
email-address: ಇ-ಮೇಲ್: eekwbraichur@gmail.com <box>258 1183 369 1191</box>
calendar-title: Calendar of Events <box>706 554 786 564</box>
col-header: ಟೆಂಡರ್ ವಿವರ <box>273 914 442 925</box>
ad-body: ಕರ್ನಾಟಕ ನಗರ ನೀರು ಸರಬರಾಜು ಮತ್ತು ಒಳಚರಂಡಿ ಮಂಡಳಿಯ ಕಾಮಗಾರಿಗೆ ಇ-ಪ್ರೊಕ್ಯೂರ್‌ಮೆಂಟ್ ಪೋರ್ಟಲ್ (https://kppp.karnataka.gov.in) ಮೂಲಕ ಟೆಂಡರ್ ಆಹ್ವಾನಿಸಿದೆ. ಟೆಂಡರ್ ಸಂ: KUWSDB/2025-26/WS/WORK_INDENT340. 2) ಟೆಂಡರ್‌ನ ಒಟ್ಟು ಮೊತ್ತ ರೂ. (ಜಿಎಸ್‌ಟಿ ಹೊರತುಪಡಿಸಿ): 24,44,624-00. 3) ಇಎಂಡಿ ಮೊತ್ತ ರೂ. 50,000-00. ಟೆಂಡರ್ ಸಲ್ಲಿಸಲು ಕೊನೆಯ ದಿನಾಂಕ: 12-05-2025, ತಾಂತ್ರಿಕ ಬಿಡ್ ತೆರೆಯುವ ದಿನಾಂಕ: 14-05-2025. <box>258 1223 580 1257</box>
office-name: ಲೋಕೋಪಯೋಗಿ ಇಲಾಖೆ ಧಾರವಾಡ ವಿಭಾಗ, ಧಾರವಾಡ <box>729 359 889 370</box>
cell: ರೂ.1,07,30,928.00 <box>761 926 841 937</box>
col-header: ಇ.ಎಂ.ಡಿ <box>854 861 912 872</box>
footer-ref: DIPR/RCR/59/KSMC&A/Job No.59/2025-26 <box>258 1271 580 1281</box>
col-header: ಟೆಂಡರ್ ವಿವರ <box>614 861 788 872</box>
email-line: e-mail: knnl@knnlindia.com e-mail: knnldiv5@gmail.com <box>519 379 649 396</box>
cell: ರೂ:-1,63,600 <box>175 968 235 979</box>
table-header <box>599 861 912 872</box>
col-header: ದಿನಾಂಕ <box>441 914 509 925</box>
portal-url: https://kppp.karnataka.gov.in <box>258 396 385 406</box>
calendar-title: ಟೆಂಡರ್ ಕರೆಯುವ ದಿನಾಂಕ ಮತ್ತು ವಿವರ <box>617 941 893 955</box>
cell: ಟೆಂಡರ್‌ಗಳನ್ನು ಸಲ್ಲಿಸಲು ಕೊನೆಯ ದಿನಾಂಕ <box>51 998 175 1017</box>
web-line: web:www.bnu.karnataka.gov.in <box>512 127 656 136</box>
edition-city: ಹುಬ್ಬಳ್ಳಿ <box>36 63 58 74</box>
cell: ಟೆಂಡರ್ ದ್ವಿ-ಲಕೋಟೆ (ತಾಂತ್ರಿಕ ಮತ್ತು ಆರ್ಥಿಕ) <box>752 978 811 997</box>
ad-body-2: ಮೇಲ್ಕಂಡ ಕಾಮಗಾರಿಯ ಟೆಂಡರ್ ಸಲ್ಲಿಸುವ ಕೊನೆಯ ದಿನಾಂಕ : 09-05-2025 ಟೆಂಡರ್ ತೆರೆಯುವ ದಿನಾಂಕ : 13-05-2025 <box>36 260 236 278</box>
phone-line: Phone No: 08372-238782 Fax No. 08372-237268 <box>44 126 228 146</box>
gov-label: ಕರ್ನಾಟಕ ಸರ್ಕಾರ <box>790 97 828 105</box>
ad-body-2: ಯುವ ಸಬಲೀಕರಣ ಮತ್ತು ಕ್ರೀಡಾ ಇಲಾಖೆ ಹಾವೇರಿ ಜಿಲ್ಲಾ ಕ್ರೀಡಾಂಗಣ, ತಾಲೂಕು ಕ್ರೀಡಾಂಗಣಗಳ ನಿರ್ವಹಣೆಗೆ ಮತ್ತು ಕ್ರೀಡಾ ಶಾಲೆಯ ನಿರ್ವಹಣೆಗಾಗಿ 2025-26ನೇ ಸಾಲಿಗೆ ಕಾವಲುಗಾರರು, ಸ್ವಚ್ಛತಾಗಾರರು, ಕೀಪರ್‌ಗಳು ಸೇರಿದಂತೆ ಮಾನವ ಸಂಪನ್ಮೂಲವನ್ನು ಹೊರಗುತ್ತಿಗೆ ಆಧಾರದ ಮೇಲೆ ಪಡೆಯಲು ಇ-ಪ್ರೊಕ್ಯೂರ್‌ಮೆಂಟ್ ಟೆಂಡರ್ ಆಹ್ವಾನಿಸಲಾಗಿದೆ. <box>598 886 912 912</box>
paper-logo <box>690 30 918 89</box>
ref-line <box>36 158 236 170</box>
